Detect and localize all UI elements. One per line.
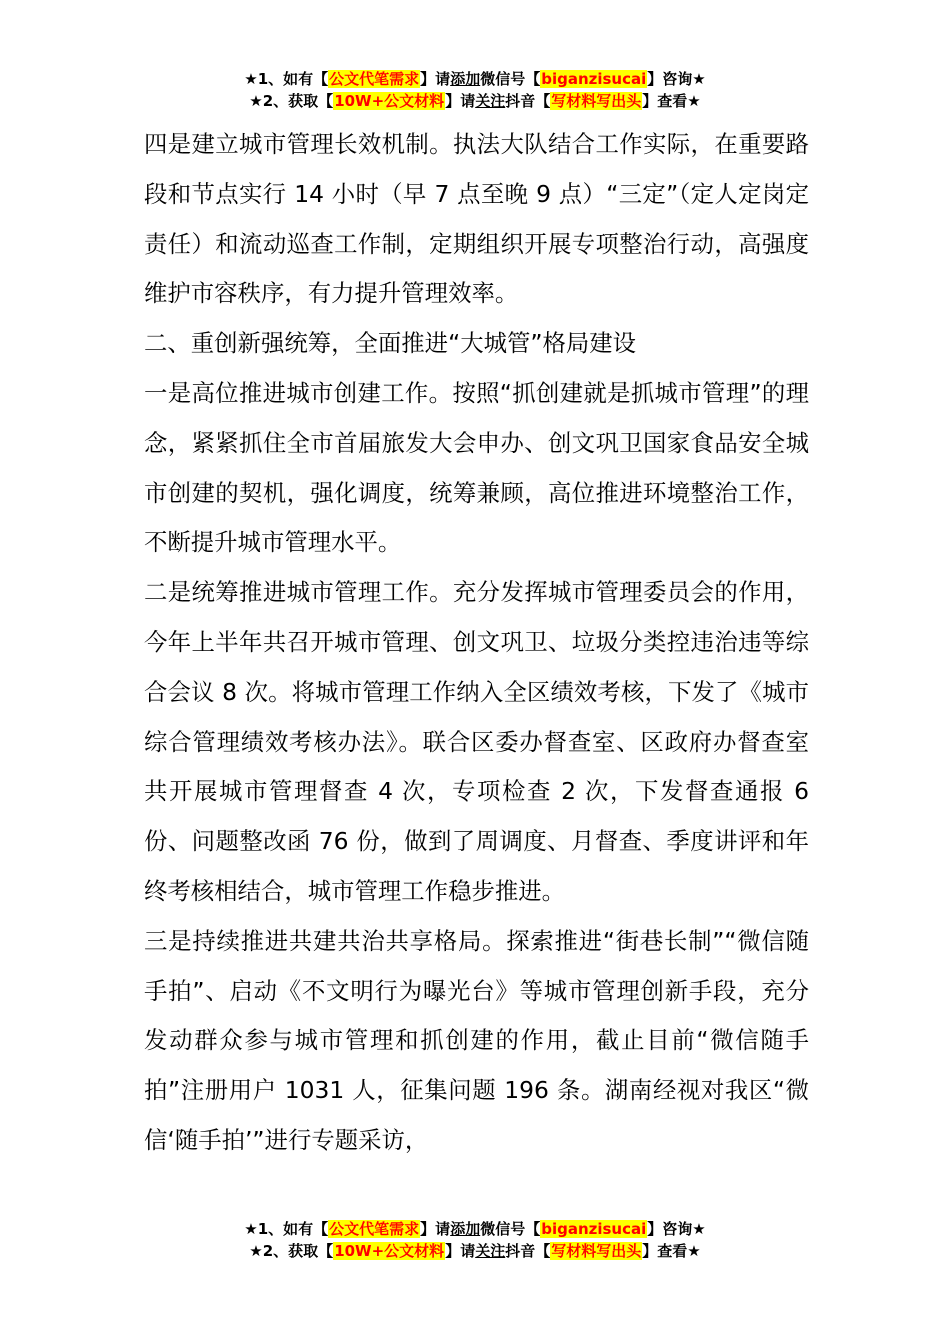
wechat-id: biganzisucai [541,70,647,88]
douyin-id: 写材料写出头 [551,92,642,110]
highlight-text: 公文代笔需求 [329,1220,420,1238]
banner-text: 】请 [445,92,476,110]
document-body [144,120,809,1166]
banner-text: 】咨询★ [647,70,706,88]
banner-line-1 [0,1218,950,1240]
banner-text: 】查看★ [642,92,701,110]
banner-line-2 [0,1240,950,1262]
highlight-text: 10W+公文材料 [334,1242,445,1260]
banner-text: ★1、如有【 [244,1220,329,1238]
underlined-text: 添加 [450,70,481,88]
banner-text: 】请 [420,70,451,88]
paragraph: 一是高位推进城市创建工作。按照“抓创建就是抓城市管理”的理念，紧紧抓住全市首届旅发大会申办、创文巩卫国家食品安全城市创建的契机，强化调度，统筹兼顾，高位推进环境整治工作，不断提升城市管理水平。 [144,378,809,557]
underlined-text: 关注 [475,1242,506,1260]
section-heading: 二、重创新强统筹，全面推进“大城管”格局建设 [144,329,637,358]
banner-text: ★2、获取【 [249,1242,334,1260]
paragraph: 三是持续推进共建共治共享格局。探索推进“街巷长制”“微信随手拍”、启动《不文明行为曝光台》等城市管理创新手段，充分发动群众参与城市管理和抓创建的作用，截止目前“微信随手拍”注册用户 1031 人，征集问题 196 条。湖南经视对我区“微信‘随手拍’”进行专题采访， [144,926,809,1154]
banner-text: 】请 [420,1220,451,1238]
banner-text: 抖音【 [505,92,551,110]
paragraph: 二是统筹推进城市管理工作。充分发挥城市管理委员会的作用，今年上半年共召开城市管理、创文巩卫、垃圾分类控违治违等综合会议 8 次。将城市管理工作纳入全区绩效考核，下发了《城市综合管理绩效考核办法》。联合区委办督查室、区政府办督查室共开展城市管理督查 4 次，专项检查 2 次，下发督查通报 6 份、问题整改函 76 份，做到了周调度、月督查、季度讲评和年终考核相结合，城市管理工作稳步推进。 [144,578,809,905]
highlight-text: 公文代笔需求 [329,70,420,88]
banner-line-1 [0,68,950,90]
paragraph: 四是建立城市管理长效机制。执法大队结合工作实际，在重要路段和节点实行 14 小时（早 7 点至晚 9 点）“三定”（定人定岗定责任）和流动巡查工作制，定期组织开展专项整治行动，高强度维护市容秩序，有力提升管理效率。 [144,130,809,308]
wechat-id: biganzisucai [541,1220,647,1238]
highlight-text: 10W+公文材料 [334,92,445,110]
underlined-text: 关注 [475,92,506,110]
header-banner [0,68,950,112]
douyin-id: 写材料写出头 [551,1242,642,1260]
banner-text: 抖音【 [505,1242,551,1260]
banner-text: 微信号【 [480,1220,541,1238]
underlined-text: 添加 [450,1220,481,1238]
footer-banner [0,1218,950,1262]
banner-text: 】请 [445,1242,476,1260]
banner-text: ★1、如有【 [244,70,329,88]
banner-text: 】查看★ [642,1242,701,1260]
banner-text: ★2、获取【 [249,92,334,110]
banner-line-2 [0,90,950,112]
banner-text: 微信号【 [480,70,541,88]
banner-text: 】咨询★ [647,1220,706,1238]
